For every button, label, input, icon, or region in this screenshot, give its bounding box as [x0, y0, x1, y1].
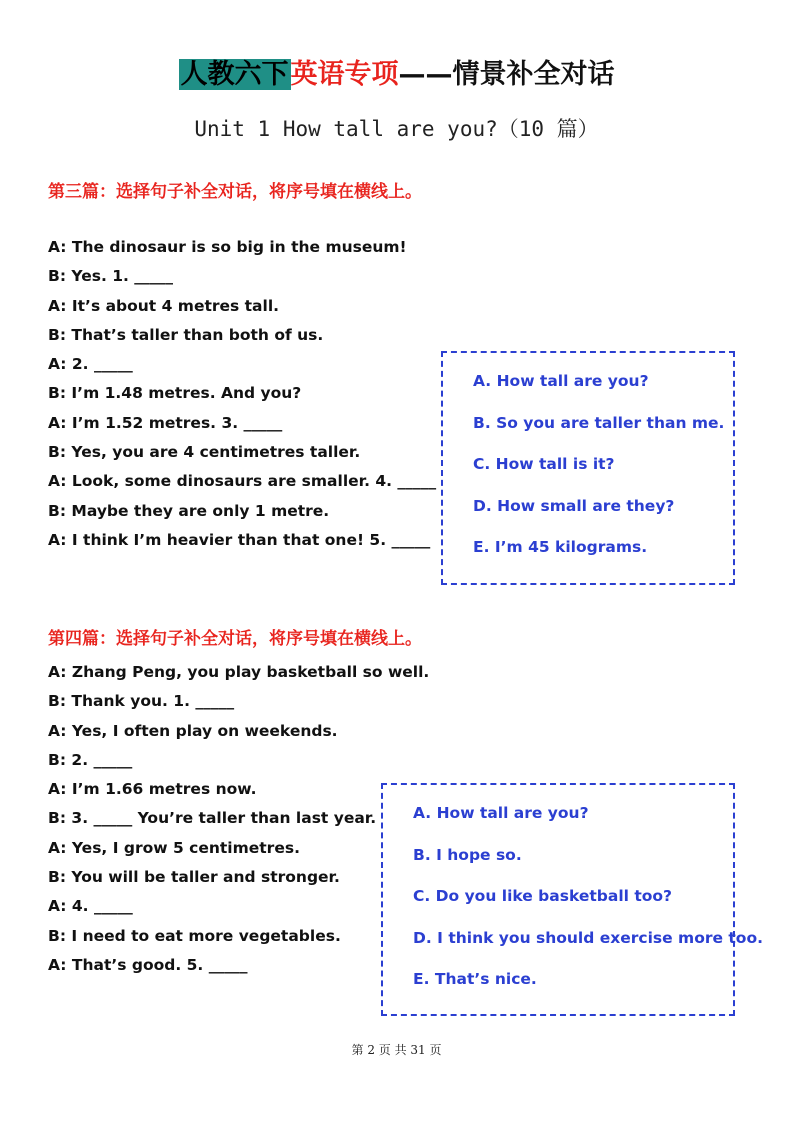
dialog-line: A: Yes, I grow 5 centimetres. — [48, 838, 300, 857]
dialog-line: A: That’s good. 5. _____ — [48, 955, 248, 974]
dialog-line: A: I’m 1.52 metres. 3. _____ — [48, 413, 283, 432]
option-item: A. How tall are you? — [413, 804, 589, 822]
dialog-line: A: It’s about 4 metres tall. — [48, 296, 280, 315]
option-item: C. How tall is it? — [473, 455, 615, 473]
section3-options-box — [441, 351, 735, 585]
option-item: B. So you are taller than me. — [473, 413, 725, 432]
page-footer: 第 2 页 共 31 页 — [351, 1043, 442, 1057]
dialog-line: A: I’m 1.66 metres now. — [48, 780, 257, 799]
section4-dialog — [48, 658, 429, 980]
dialog-line: A: Zhang Peng, you play basketball so well. — [48, 663, 430, 681]
option-item: C. Do you like basketball too? — [413, 887, 673, 905]
dialog-line: A: The dinosaur is so big in the museum! — [48, 238, 407, 256]
page-title — [0, 52, 793, 91]
dialog-line: B: That’s taller than both of us. — [48, 325, 324, 344]
title-highlight: 人教六下 — [180, 59, 289, 90]
option-item: D. I think you should exercise more too. — [413, 928, 763, 947]
dialog-line: B: I’m 1.48 metres. And you? — [48, 384, 302, 403]
dialog-line: B: 3. _____ You’re taller than last year. — [48, 809, 377, 828]
section3-heading: 第三篇：选择句子补全对话，将序号填在横线上。 — [48, 182, 422, 202]
option-item: E. That’s nice. — [413, 970, 537, 988]
dialog-line: A: I think I’m heavier than that one! 5. _____ — [48, 530, 431, 549]
section3-dialog — [48, 233, 436, 555]
option-item: D. How small are they? — [473, 496, 675, 515]
dialog-line: B: Maybe they are only 1 metre. — [48, 501, 330, 520]
dialog-line: B: I need to eat more vegetables. — [48, 926, 341, 945]
option-item: E. I’m 45 kilograms. — [473, 538, 648, 556]
dialog-line: B: Yes, you are 4 centimetres taller. — [48, 443, 361, 462]
section4-heading: 第四篇：选择句子补全对话，将序号填在横线上。 — [48, 629, 422, 649]
dialog-line: B: 2. _____ — [48, 750, 133, 769]
dialog-line: B: You will be taller and stronger. — [48, 868, 340, 887]
title-red-part: 英语专项 — [290, 59, 399, 90]
dialog-line: A: Look, some dinosaurs are smaller. 4. _____ — [48, 472, 437, 491]
dialog-line: A: Yes, I often play on weekends. — [48, 721, 338, 740]
dialog-line: B: Yes. 1. _____ — [48, 267, 174, 286]
section4-options-box — [381, 783, 763, 1016]
unit-subtitle: Unit 1 How tall are you?（10 篇） — [194, 117, 599, 141]
dialog-line: A: 4. _____ — [48, 897, 133, 916]
dialog-line: B: Thank you. 1. _____ — [48, 692, 235, 711]
option-item: A. How tall are you? — [473, 372, 649, 390]
title-black-part: ——情景补全对话 — [398, 59, 615, 90]
option-item: B. I hope so. — [413, 845, 522, 864]
dialog-line: A: 2. _____ — [48, 355, 133, 374]
